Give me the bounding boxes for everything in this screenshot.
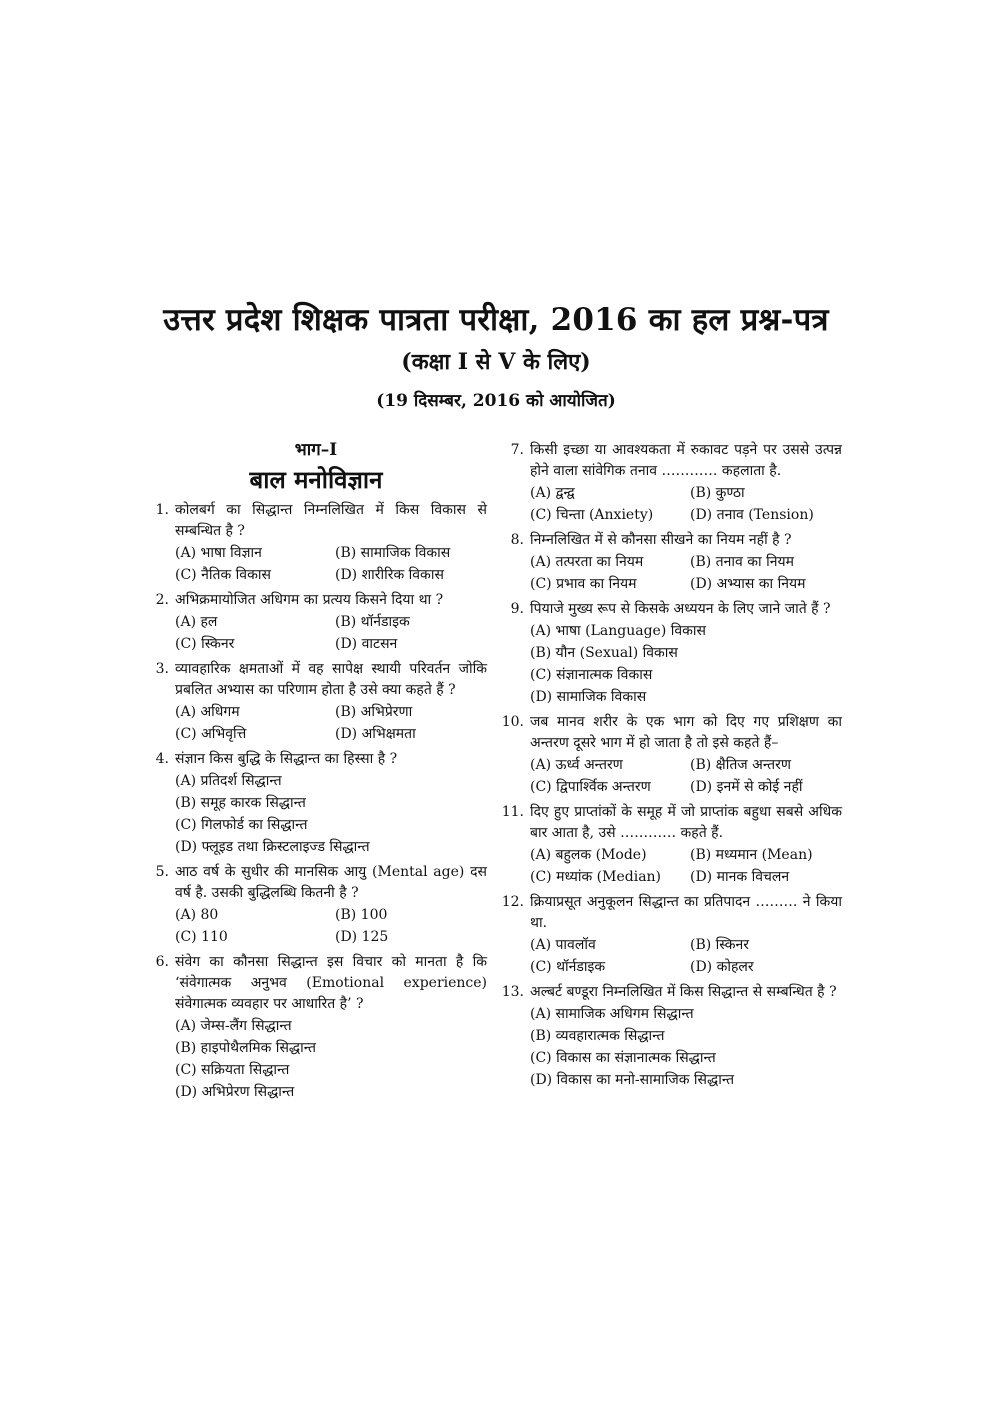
page-subtitle: (कक्षा I से V के लिए) (401, 349, 591, 375)
option: (D) मानक विचलन (690, 869, 790, 885)
question-text: कोलबर्ग का सिद्धान्त निम्नलिखित में किस विकास से सम्बन्धित है ? (175, 502, 487, 539)
option: (C) गिलफोर्ड का सिद्धान्त (175, 817, 308, 833)
question-number: 8. (510, 532, 524, 548)
option: (D) अभिप्रेरण सिद्धान्त (175, 1084, 295, 1100)
option: (D) फ्लूइड तथा क्रिस्टलाइज्ड सिद्धान्त (175, 839, 370, 855)
question-number: 11. (501, 804, 524, 820)
option: (C) थॉर्नडाइक (530, 959, 606, 975)
question-text: संवेग का कौनसा सिद्धान्त इस विचार को मानता है कि ‘संवेगात्मक अनुभव (Emotional experience) संवेगात्मक व्यवहार पर आधारित है’ ? (175, 954, 487, 1012)
question (500, 712, 842, 798)
option: (B) तनाव का नियम (690, 554, 794, 570)
option: (D) वाटसन (335, 636, 398, 652)
option: (B) थॉर्नडाइक (335, 614, 410, 630)
question-text: व्यावहारिक क्षमताओं में वह सापेक्ष स्थायी परिवर्तन जोकि प्रबलित अभ्यास का परिणाम होता है उसे क्या कहते हैं ? (175, 661, 487, 698)
question-number: 9. (510, 601, 524, 617)
question (500, 982, 842, 1091)
question-number: 5. (155, 864, 169, 880)
option: (A) बहुलक (Mode) (530, 847, 647, 863)
question-number: 4. (155, 751, 169, 767)
question (145, 862, 487, 948)
option: (B) कुण्ठा (690, 485, 745, 501)
option: (B) स्किनर (690, 937, 749, 953)
exam-date: (19 दिसम्बर, 2016 को आयोजित) (376, 391, 616, 411)
option: (A) द्वन्द्व (530, 485, 575, 501)
option: (C) स्किनर (175, 636, 235, 652)
option: (B) यौन (Sexual) विकास (530, 645, 678, 661)
question (145, 500, 487, 586)
question (500, 802, 842, 888)
option: (C) नैतिक विकास (175, 567, 271, 583)
option: (A) सामाजिक अधिगम सिद्धान्त (530, 1006, 694, 1022)
question-number: 1. (155, 502, 169, 518)
option: (D) विकास का मनो-सामाजिक सिद्धान्त (530, 1072, 735, 1088)
section-title: बाल मनोविज्ञान (249, 465, 383, 494)
option: (A) तत्परता का नियम (530, 554, 644, 570)
option: (B) क्षैतिज अन्तरण (690, 757, 791, 773)
option: (D) 125 (335, 929, 389, 945)
option: (D) अभिक्षमता (335, 726, 416, 742)
right-column (500, 440, 842, 1095)
question-number: 10. (501, 714, 524, 730)
question (500, 440, 842, 526)
question-number: 2. (155, 592, 169, 608)
option: (C) संज्ञानात्मक विकास (530, 667, 653, 683)
option: (B) सामाजिक विकास (335, 545, 451, 561)
question (145, 659, 487, 745)
question-text: अल्बर्ट बण्डूरा निम्नलिखित में किस सिद्धान्त से सम्बन्धित है ? (530, 984, 837, 1000)
option: (A) अधिगम (175, 704, 240, 720)
question (500, 599, 842, 708)
question (500, 892, 842, 978)
option: (B) व्यवहारात्मक सिद्धान्त (530, 1028, 665, 1044)
left-column (145, 440, 487, 1107)
question-number: 3. (155, 661, 169, 677)
option: (A) भाषा (Language) विकास (530, 623, 706, 639)
option: (B) अभिप्रेरणा (335, 704, 413, 720)
question-text: आठ वर्ष के सुधीर की मानसिक आयु (Mental age) दस वर्ष है. उसकी बुद्धिलब्धि कितनी है ? (175, 864, 487, 901)
option: (A) ऊर्ध्व अन्तरण (530, 757, 623, 773)
question-number: 7. (510, 442, 524, 458)
option: (C) 110 (175, 929, 228, 945)
option: (A) जेम्स-लैंग सिद्धान्त (175, 1018, 292, 1034)
question-text: दिए हुए प्राप्तांकों के समूह में जो प्राप्तांक बहुधा सबसे अधिक बार आता है, उसे ………… कहते हैं. (530, 804, 842, 841)
option: (B) 100 (335, 907, 388, 923)
option: (D) तनाव (Tension) (690, 507, 814, 523)
option: (B) मध्यमान (Mean) (690, 847, 813, 863)
option: (C) चिन्ता (Anxiety) (530, 507, 654, 523)
option: (B) हाइपोथैलमिक सिद्धान्त (175, 1040, 317, 1056)
question-text: निम्नलिखित में से कौनसा सीखने का नियम नहीं है ? (530, 532, 792, 548)
option: (D) कोहलर (690, 959, 754, 975)
option: (C) द्विपार्श्विक अन्तरण (530, 779, 651, 795)
question-text: अभिक्रमायोजित अधिगम का प्रत्यय किसने दिया था ? (175, 592, 444, 608)
question (145, 590, 487, 655)
option: (C) विकास का संज्ञानात्मक सिद्धान्त (530, 1050, 716, 1066)
question-text: किसी इच्छा या आवश्यकता में रुकावट पड़ने पर उससे उत्पन्न होने वाला सांवेगिक तनाव ………… कहलाता है. (530, 442, 842, 479)
question (145, 952, 487, 1103)
question-text: जब मानव शरीर के एक भाग को दिए गए प्रशिक्षण का अन्तरण दूसरे भाग में हो जाता है तो इसे कहते हैं– (530, 714, 842, 751)
option: (D) अभ्यास का नियम (690, 576, 806, 592)
option: (D) शारीरिक विकास (335, 567, 444, 583)
question (145, 749, 487, 858)
option: (D) सामाजिक विकास (530, 689, 647, 705)
page-title: उत्तर प्रदेश शिक्षक पात्रता परीक्षा, 2016 का हल प्रश्न-पत्र (163, 302, 829, 338)
option: (A) हल (175, 614, 218, 630)
question-text: संज्ञान किस बुद्धि के सिद्धान्त का हिस्सा है ? (175, 751, 398, 767)
question-number: 6. (155, 954, 169, 970)
option: (A) प्रतिदर्श सिद्धान्त (175, 773, 282, 789)
option: (C) सक्रियता सिद्धान्त (175, 1062, 290, 1078)
question-text: क्रियाप्रसूत अनुकूलन सिद्धान्त का प्रतिपादन ……… ने किया था. (530, 894, 842, 931)
question-number: 13. (501, 984, 524, 1000)
question-number: 12. (501, 894, 524, 910)
question (500, 530, 842, 595)
option: (A) 80 (175, 907, 219, 923)
option: (A) पावलॉव (530, 937, 596, 953)
option: (C) मध्यांक (Median) (530, 869, 662, 885)
option: (B) समूह कारक सिद्धान्त (175, 795, 306, 811)
option: (C) प्रभाव का नियम (530, 576, 637, 592)
option: (D) इनमें से कोई नहीं (690, 779, 803, 795)
option: (C) अभिवृत्ति (175, 726, 247, 742)
part-label: भाग–I (294, 440, 338, 460)
question-text: पियाजे मुख्य रूप से किसके अध्ययन के लिए जाने जाते हैं ? (530, 601, 831, 617)
option: (A) भाषा विज्ञान (175, 545, 262, 561)
